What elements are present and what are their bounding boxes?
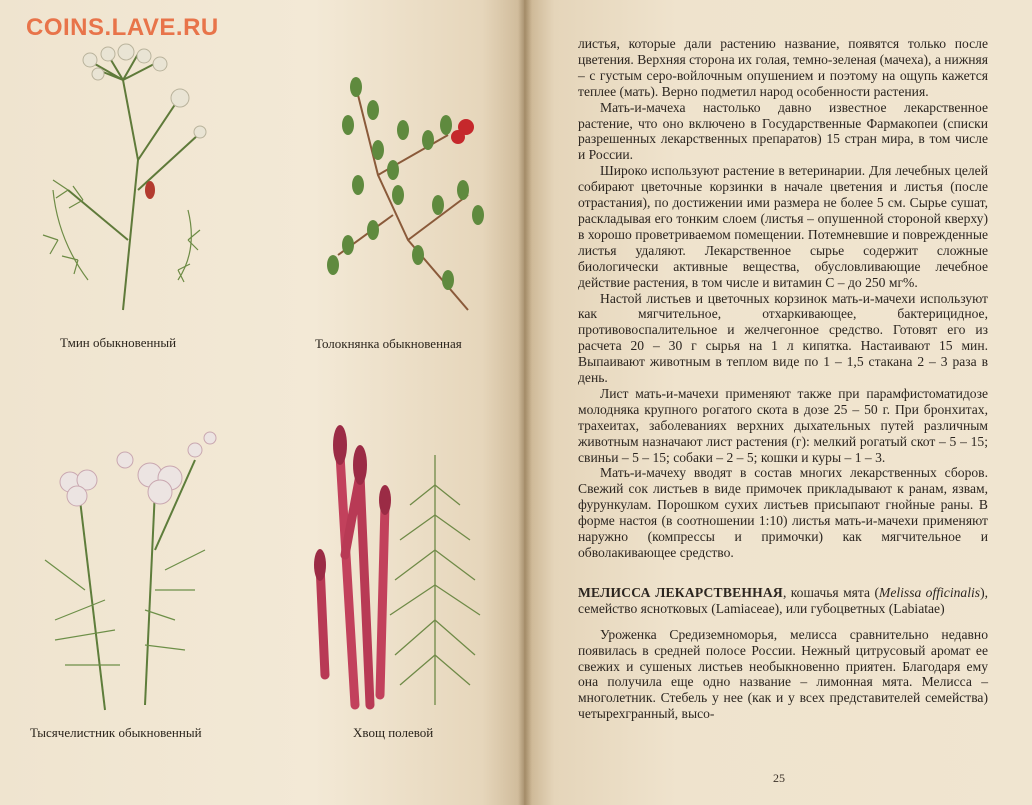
caption-caraway: Тмин обыкновенный: [60, 335, 177, 350]
paragraph: Широко используют растение в ветеринарии. Для лечебных целей собирают цветочные корзинки в начале цветения и листья (после отрастания), по достижении ими размера не более 5 см. Сырье сушат, раскладывая его тонким слоем (листья – опушенной стороной кверху) в хорошо проветриваемом помещении. Потемневшие и поврежденные листья удаляют. Лекарственное сырье содержит сложные биологически активные вещества, обусловливающие лечебное действие растения, в том числе и витамин С – до 250 мг%.: [578, 163, 988, 290]
paragraph: Мать-и-мачеху вводят в состав многих лекарственных сборов. Свежий сок листьев в виде примочек прикладывают к ранам, язвам, фурункулам. Порошком сухих листьев присыпают гнойные раны. В форме настоя (в соотношении 1:10) листья мать-и-мачехи применяют наружно (компрессы и примочки) как мягчительное и обволакивающее средство.: [578, 465, 988, 560]
page-number: 25: [773, 771, 785, 785]
heading-title: МЕЛИССА ЛЕКАРСТВЕННАЯ: [578, 584, 783, 600]
right-page-text: [578, 36, 988, 722]
heading-family: ), семейство яснотковых (Lamiaceae), или губоцветных (Labiatae): [578, 584, 988, 616]
paragraph: Мать-и-мачеха настолько давно известное лекарственное растение, что оно включено в Государственные Фармакопеи (списки разрешенных лекарственных препаратов) 15 стран мира, в том числе и России.: [578, 99, 988, 163]
paragraph: Настой листьев и цветочных корзинок мать-и-мачехи используют как мягчительное, отхаркивающее, бактерицидное, противовоспалительное и желчегонное средство. Готовят его из расчета 20 – 30 г сырья на 1 л кипятка. Настаивают 15 мин. Выпаивают животным в теплом виде по 1 – 1,5 стакана 2 – 3 раза в день.: [578, 290, 988, 386]
caption-yarrow: Тысячелистник обыкновенный: [30, 725, 202, 740]
caption-horsetail: Хвощ полевой: [353, 725, 434, 740]
paragraph: Лист мать-и-мачехи применяют также при парамфистоматидозе молодняка крупного рогатого скота в дозе 25 – 50 г. При бронхитах, трахеитах, заболеваниях верхних дыхательных путей различным животным назначают лист растения (г): мелкий рогатый скот – 5 – 15; свиньи – 5 – 15; собаки – 2 – 5; кошки и куры – 1 – 3.: [578, 385, 988, 465]
paragraph: Уроженка Средиземноморья, мелисса сравнительно недавно появилась в средней полосе России. Нежный цитрусовый аромат ее свежих и сушеных листьев необыкновенно приятен. Благодаря ему она получила еще одно название – лимонная мята. Мелисса – многолетник. Стебель у нее (как и у всех представителей семейства) четырехгранный, высо-: [578, 626, 988, 722]
bearberry-illustration: [318, 55, 508, 325]
caraway-illustration: [28, 40, 228, 325]
section-heading: [578, 585, 988, 617]
heading-alt-name: , кошачья мята (: [782, 584, 879, 600]
watermark: COINS.LAVE.RU: [26, 14, 219, 41]
yarrow-illustration: [25, 420, 230, 715]
horsetail-illustration: [305, 415, 505, 715]
paragraph: листья, которые дали растению название, появятся только после цветения. Верхняя сторона их голая, темно-зеленая (мачеха), а нижняя – с густым серо-войлочным опушением и поэтому на ощупь кажется теплее (мать). Верно подметил народ особенности растения.: [578, 36, 988, 99]
heading-latin: Melissa officinalis: [879, 584, 981, 600]
book-gutter: [518, 0, 532, 805]
caption-bearberry: Толокнянка обыкновенная: [315, 336, 462, 351]
